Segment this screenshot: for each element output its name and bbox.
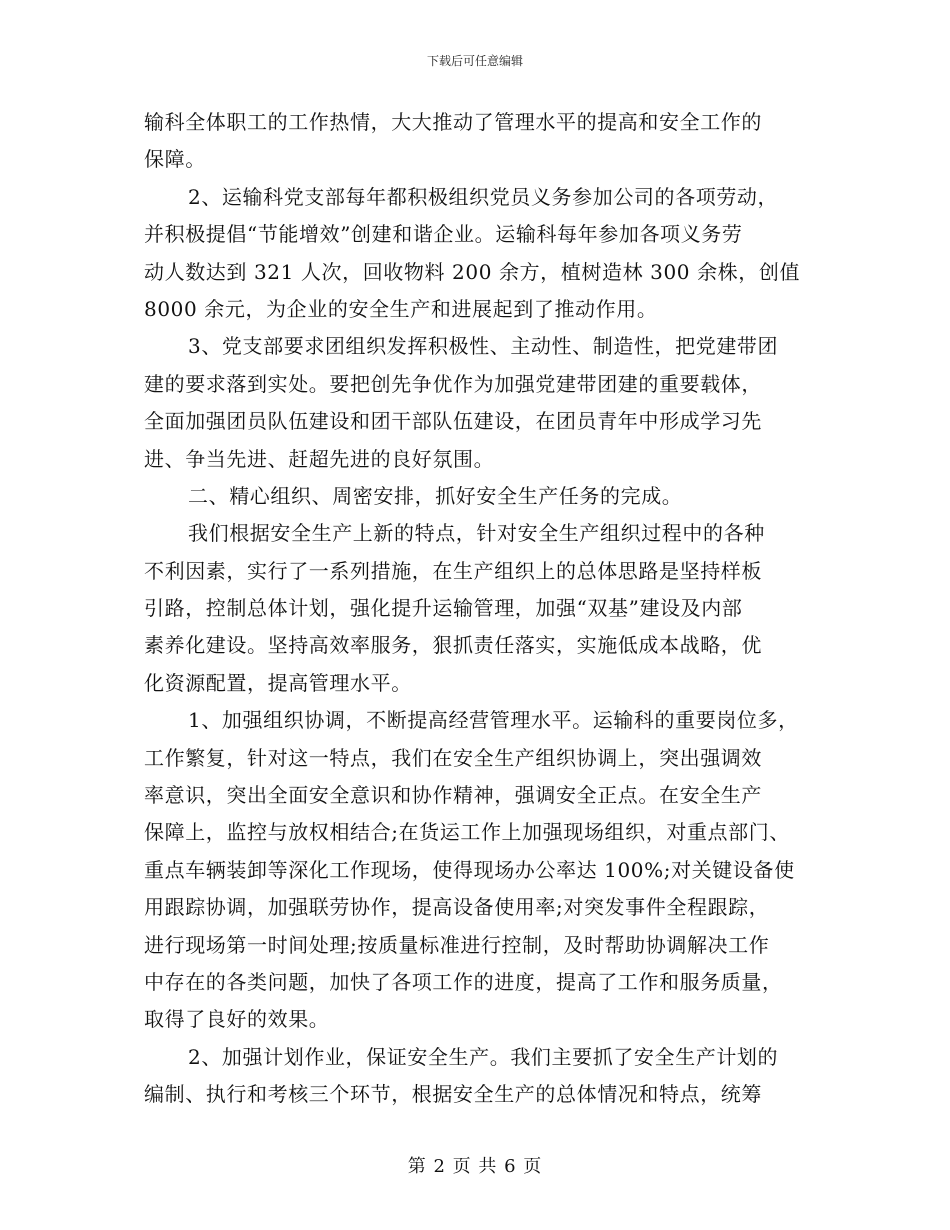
text-line: 率意识，突出全面安全意识和协作精神，强调安全正点。在安全生产: [144, 783, 762, 808]
text-line: 保障上，监控与放权相结合;在货运工作上加强现场组织，对重点部门、: [144, 820, 790, 845]
text-line: 不利因素，实行了一系列措施，在生产组织上的总体思路是坚持样板: [144, 558, 762, 583]
paragraph: [144, 104, 820, 179]
text-line: 进行现场第一时间处理;按质量标准进行控制，及时帮助协调解决工作: [144, 932, 770, 957]
paragraph: [144, 1039, 820, 1114]
text-line: 引路，控制总体计划，强化提升运输管理，加强“双基”建设及内部: [144, 596, 743, 621]
text-line: 1、加强组织协调，不断提高经营管理水平。运输科的重要岗位多，: [188, 708, 799, 733]
text-line: 进、争当先进、赶超先进的良好氛围。: [144, 446, 495, 471]
text-line: 二、精心组织、周密安排，抓好安全生产任务的完成。: [188, 483, 683, 508]
text-line: 我们根据安全生产上新的特点，针对安全生产组织过程中的各种: [188, 521, 765, 546]
paragraph: [144, 702, 820, 1039]
paragraph: [144, 179, 820, 329]
text-line: 全面加强团员队伍建设和团干部队伍建设，在团员青年中形成学习先: [144, 409, 762, 434]
text-line: 保障。: [144, 147, 206, 172]
text-line: 输科全体职工的工作热情，大大推动了管理水平的提高和安全工作的: [144, 110, 762, 134]
text-line: 编制、执行和考核三个环节，根据安全生产的总体情况和特点，统筹: [144, 1082, 762, 1107]
text-line: 化资源配置，提高管理水平。: [144, 670, 412, 695]
text-line: 素养化建设。坚持高效率服务，狠抓责任落实，实施低成本战略，优: [144, 633, 762, 658]
page-number-footer: 第 2 页 共 6 页: [407, 1156, 543, 1177]
text-line: 8000 余元，为企业的安全生产和进展起到了推动作用。: [144, 296, 658, 321]
text-line: 2、加强计划作业，保证安全生产。我们主要抓了安全生产计划的: [188, 1044, 779, 1069]
text-line: 动人数达到 321 人次，回收物料 200 余方，植树造林 300 余株，创值: [144, 259, 801, 284]
paragraph: [144, 328, 820, 478]
paragraph: [144, 478, 820, 515]
text-line: 2、运输科党支部每年都积极组织党员义务参加公司的各项劳动，: [188, 184, 779, 209]
text-line: 取得了良好的效果。: [144, 1007, 330, 1032]
text-line: 中存在的各类问题，加快了各项工作的进度，提高了工作和服务质量，: [144, 969, 783, 994]
text-line: 并积极提倡“节能增效”创建和谐企业。运输科每年参加各项义务劳: [144, 222, 743, 247]
text-line: 3、党支部要求团组织发挥积极性、主动性、制造性，把党建带团: [188, 334, 779, 359]
text-line: 建的要求落到实处。要把创先争优作为加强党建带团建的重要载体，: [144, 371, 762, 396]
page-header: 下载后可任意编辑: [426, 54, 523, 68]
document-body: [144, 104, 820, 1114]
text-line: 用跟踪协调，加强联劳协作，提高设备使用率;对突发事件全程跟踪，: [144, 895, 770, 920]
text-line: 重点车辆装卸等深化工作现场，使得现场办公率达 100%;对关键设备使: [144, 857, 795, 882]
text-line: 工作繁复，针对这一特点，我们在安全生产组织协调上，突出强调效: [144, 745, 762, 770]
paragraph: [144, 515, 820, 702]
